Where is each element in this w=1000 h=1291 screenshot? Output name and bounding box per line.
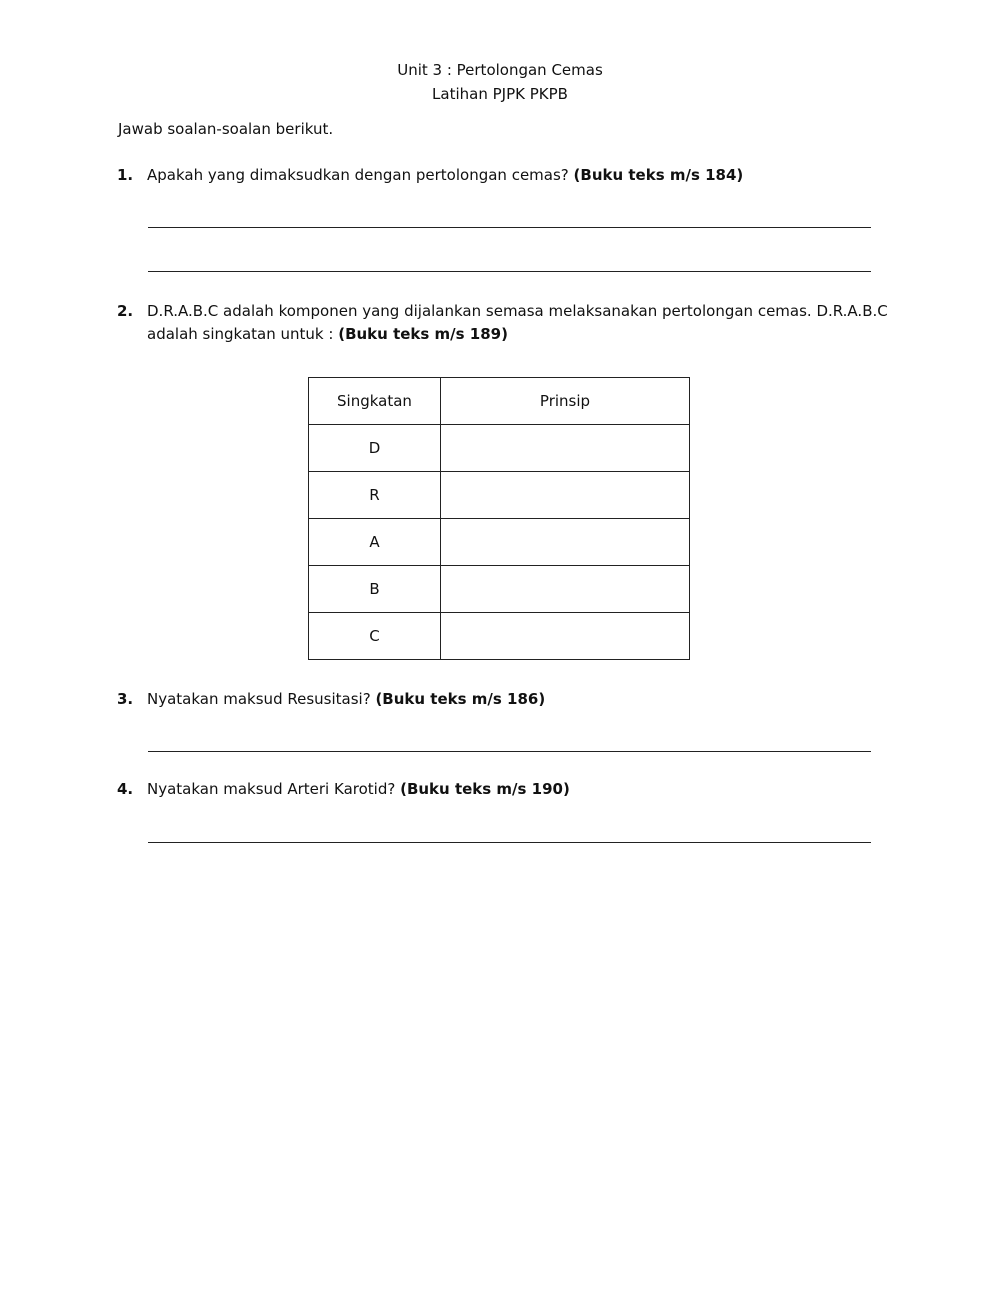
- prinsip-answer-cell[interactable]: [441, 566, 690, 613]
- prinsip-answer-cell[interactable]: [441, 425, 690, 472]
- answer-line-1b[interactable]: [148, 271, 871, 272]
- question-2-text-line2: adalah singkatan untuk :: [147, 325, 334, 343]
- table-row: [309, 613, 690, 660]
- question-1-reference: (Buku teks m/s 184): [573, 166, 744, 184]
- singkatan-cell: D: [309, 425, 441, 472]
- question-3-reference: (Buku teks m/s 186): [375, 690, 546, 708]
- prinsip-answer-cell[interactable]: [441, 472, 690, 519]
- question-2-number: 2.: [117, 302, 134, 320]
- answer-line-3[interactable]: [148, 751, 871, 752]
- question-1-number: 1.: [117, 166, 134, 184]
- question-4-reference: (Buku teks m/s 190): [400, 780, 570, 798]
- prinsip-answer-cell[interactable]: [441, 519, 690, 566]
- singkatan-cell: C: [309, 613, 441, 660]
- instruction-text: Jawab soalan-soalan berikut.: [118, 120, 334, 138]
- question-2-text-line1: D.R.A.B.C adalah komponen yang dijalankan semasa melaksanakan pertolongan cemas. D.R.A.B.C: [147, 302, 888, 320]
- header-prinsip: Prinsip: [441, 378, 690, 425]
- table-row: [309, 519, 690, 566]
- question-1: [147, 166, 743, 184]
- singkatan-cell: A: [309, 519, 441, 566]
- singkatan-cell: B: [309, 566, 441, 613]
- drabc-table: [308, 377, 690, 660]
- page-title: Unit 3 : Pertolongan Cemas: [397, 61, 603, 79]
- question-4: [147, 780, 570, 798]
- answer-line-4[interactable]: [148, 842, 871, 843]
- question-4-text: Nyatakan maksud Arteri Karotid?: [147, 780, 396, 798]
- question-3-number: 3.: [117, 690, 134, 708]
- answer-line-1a[interactable]: [148, 227, 871, 228]
- table-row: [309, 472, 690, 519]
- header-singkatan: Singkatan: [309, 378, 441, 425]
- question-2-reference: (Buku teks m/s 189): [338, 325, 508, 343]
- question-2: [147, 325, 508, 343]
- question-3: [147, 690, 545, 708]
- table-row: [309, 425, 690, 472]
- singkatan-cell: R: [309, 472, 441, 519]
- question-1-text: Apakah yang dimaksudkan dengan pertolongan cemas?: [147, 166, 569, 184]
- question-4-number: 4.: [117, 780, 134, 798]
- prinsip-answer-cell[interactable]: [441, 613, 690, 660]
- page-subtitle: Latihan PJPK PKPB: [432, 85, 568, 103]
- table-header-row: [309, 378, 690, 425]
- table-row: [309, 566, 690, 613]
- question-3-text: Nyatakan maksud Resusitasi?: [147, 690, 371, 708]
